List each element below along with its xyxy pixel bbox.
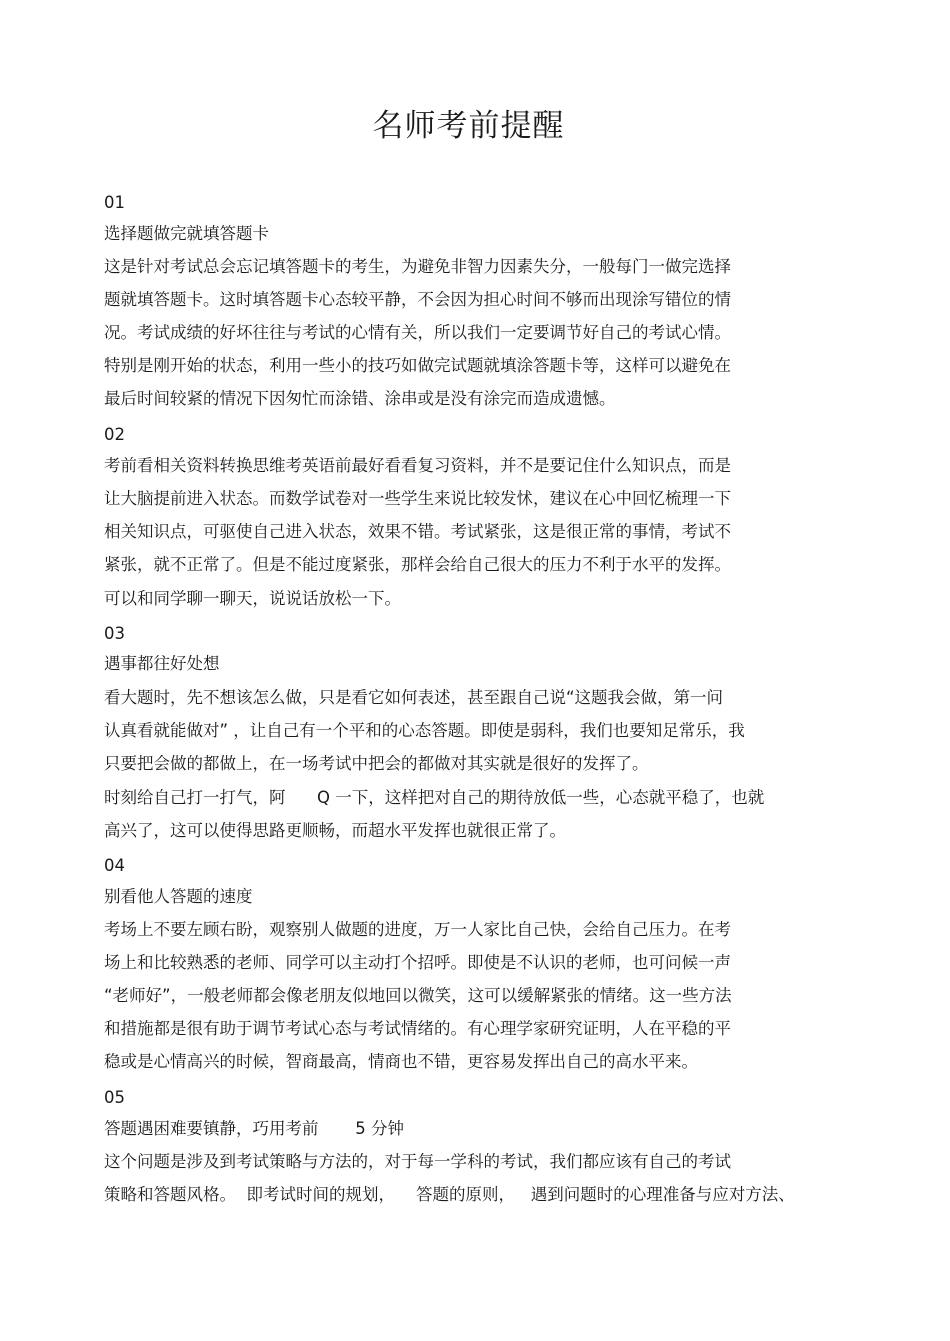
body-line: 相关知识点，可驱使自己进入状态，效果不错。考试紧张，这是很正常的事情，考试不 [104,522,731,541]
section-number-01: 01 [104,193,125,212]
section-number-02: 02 [104,425,125,444]
body-line: 况。考试成绩的好坏往往与考试的心情有关，所以我们一定要调节好自己的考试心情。 [104,323,731,342]
body-line: 考场上不要左顾右盼，观察别人做题的进度，万一人家比自己快，会给自己压力。在考 [104,920,731,939]
body-line: 高兴了，这可以使得思路更顺畅，而超水平发挥也就很正常了。 [104,821,566,840]
body-line: 策略和答题风格。 即考试时间的规划， 答题的原则， 遇到问题时的心理准备与应对方法、 [104,1185,795,1204]
section-heading-01: 选择题做完就填答题卡 [104,224,269,243]
body-line: 特别是刚开始的状态，利用一些小的技巧如做完试题就填涂答题卡等，这样可以避免在 [104,356,731,375]
body-line: 紧张，就不正常了。但是不能过度紧张，那样会给自己很大的压力不利于水平的发挥。 [104,555,731,574]
body-line: 看大题时，先不想该怎么做，只是看它如何表述，甚至跟自己说“这题我会做，第一问 [104,688,724,707]
body-line: 和措施都是很有助于调节考试心态与考试情绪的。有心理学家研究证明，人在平稳的平 [104,1019,731,1038]
section-heading-03: 遇事都往好处想 [104,654,220,673]
body-line: “老师好”，一般老师都会像老朋友似地回以微笑，这可以缓解紧张的情绪。这一些方法 [104,986,732,1005]
section-heading-05: 答题遇困难要镇静，巧用考前 5 分钟 [104,1119,404,1138]
body-line: 稳或是心情高兴的时候，智商最高，情商也不错，更容易发挥出自己的高水平来。 [104,1052,698,1071]
section-number-05: 05 [104,1088,125,1107]
body-line: 认真看就能做对” ，让自己有一个平和的心态答题。即使是弱科，我们也要知足常乐，我 [104,721,745,740]
body-line: 考前看相关资料转换思维考英语前最好看看复习资料，并不是要记住什么知识点，而是 [104,456,731,475]
section-number-03: 03 [104,624,125,643]
page-title: 名师考前提醒 [372,108,565,144]
body-line: 这个问题是涉及到考试策略与方法的，对于每一学科的考试，我们都应该有自己的考试 [104,1152,731,1171]
body-line: 这是针对考试总会忘记填答题卡的考生，为避免非智力因素失分，一般每门一做完选择 [104,257,731,276]
section-number-04: 04 [104,856,125,875]
body-line: 场上和比较熟悉的老师、同学可以主动打个招呼。即使是不认识的老师，也可问候一声 [104,953,731,972]
body-line: 最后时间较紧的情况下因匆忙而涂错、涂串或是没有涂完而造成遗憾。 [104,389,616,408]
body-line: 可以和同学聊一聊天，说说话放松一下。 [104,589,401,608]
body-line: 题就填答题卡。这时填答题卡心态较平静，不会因为担心时间不够而出现涂写错位的情 [104,290,731,309]
section-heading-04: 别看他人答题的速度 [104,887,253,906]
body-line: 让大脑提前进入状态。而数学试卷对一些学生来说比较发怵，建议在心中回忆梳理一下 [104,489,731,508]
body-line: 只要把会做的都做上，在一场考试中把会的都做对其实就是很好的发挥了。 [104,754,649,773]
body-line: 时刻给自己打一打气，阿 Q 一下，这样把对自己的期待放低一些，心态就平稳了，也就 [104,788,765,807]
